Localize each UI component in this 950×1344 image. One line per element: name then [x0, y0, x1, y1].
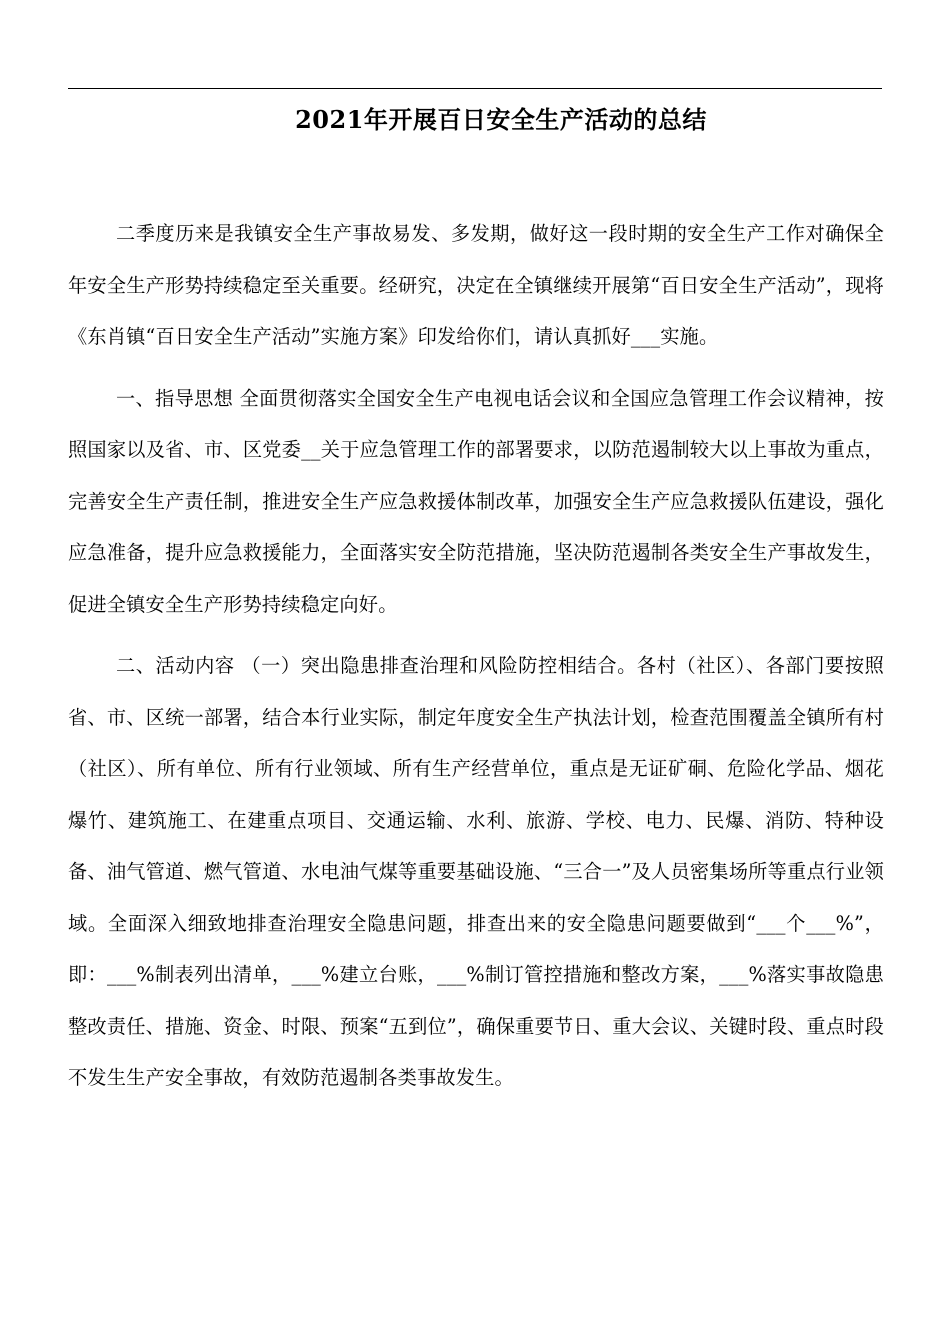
document-title: 2021年开展百日安全生产活动的总结	[295, 105, 707, 134]
paragraph-activity-content: 二、活动内容 （一）突出隐患排查治理和风险防控相结合。各村（社区）、各部门要按照省、市、区统一部署，结合本行业实际，制定年度安全生产执法计划，检查范围覆盖全镇所有村（社区）、所有单位、所有行业领域、所有生产经营单位，重点是无证矿硐、危险化学品、烟花爆竹、建筑施工、在建重点项目、交通运输、水利、旅游、学校、电力、民爆、消防、特种设备、油气管道、燃气管道、水电油气煤等重要基础设施、“三合一”及人员密集场所等重点行业领域。全面深入细致地排查治理安全隐患问题，排查出来的安全隐患问题要做到“___个___%”，即：___%制表列出清单，___%建立台账，___%制订管控措施和整改方案，___%落实事故隐患整改责任、措施、资金、时限、预案“五到位”，确保重要节日、重大会议、关键时段、重点时段不发生生产安全事故，有效防范遏制各类事故发生。	[68, 654, 884, 1089]
paragraph-guiding-ideology: 一、指导思想 全面贯彻落实全国安全生产电视电话会议和全国应急管理工作会议精神，按照国家以及省、市、区党委__关于应急管理工作的部署要求，以防范遏制较大以上事故为重点，完善安全生产责任制，推进安全生产应急救援体制改革，加强安全生产应急救援队伍建设，强化应急准备，提升应急救援能力，全面落实安全防范措施，坚决防范遏制各类安全生产事故发生，促进全镇安全生产形势持续稳定向好。	[68, 386, 884, 616]
paragraph-intro: 二季度历来是我镇安全生产事故易发、多发期，做好这一段时期的安全生产工作对确保全年安全生产形势持续稳定至关重要。经研究，决定在全镇继续开展第“百日安全生产活动”，现将《东肖镇“百日安全生产活动”实施方案》印发给你们，请认真抓好___实施。	[68, 222, 884, 348]
document-body	[68, 208, 884, 1114]
header-rule	[68, 88, 882, 89]
